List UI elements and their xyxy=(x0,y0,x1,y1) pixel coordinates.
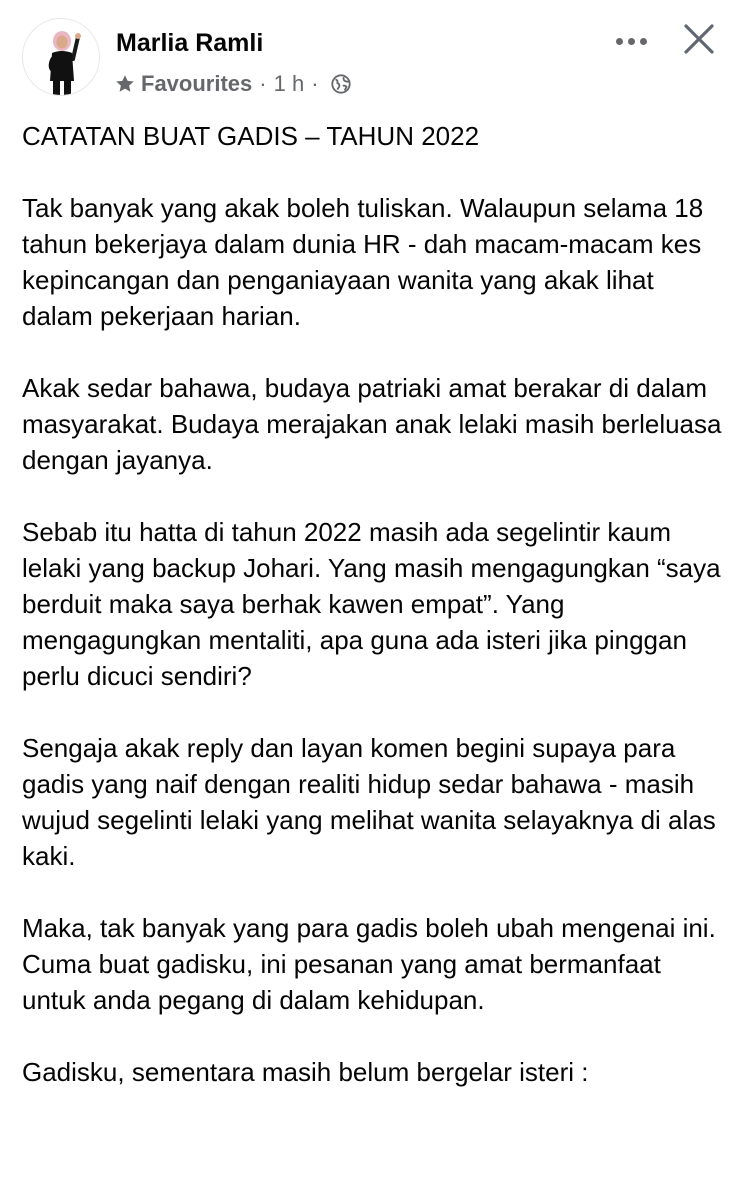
post-paragraph: Akak sedar bahawa, budaya patriaki amat berakar di dalam masyarakat. Budaya merajakan anak lelaki masih berleluasa dengan jayanya. xyxy=(22,373,722,475)
post-time[interactable]: 1 h xyxy=(273,71,305,96)
close-icon xyxy=(676,20,720,60)
profile-photo xyxy=(23,19,100,96)
avatar[interactable] xyxy=(22,18,100,96)
post-meta xyxy=(114,69,352,99)
meta-separator: · xyxy=(311,71,319,96)
post-header xyxy=(0,0,737,118)
post-paragraph: Sebab itu hatta di tahun 2022 masih ada segelintir kaum lelaki yang backup Johari. Yang masih mengagungkan “saya berduit maka saya berhak kawen empat”. Yang mengagungkan mentaliti, apa guna ada isteri jika pinggan perlu dicuci sendiri? xyxy=(22,517,721,691)
post-text xyxy=(22,118,722,1126)
meta-separator: · xyxy=(259,71,267,96)
post-paragraph: Sengaja akak reply dan layan komen begini supaya para gadis yang naif dengan realiti hidup sedar bahawa - masih wujud segelinti lelaki yang melihat wanita selayaknya di alas kaki. xyxy=(22,733,716,871)
more-dot xyxy=(640,38,647,45)
globe-icon[interactable] xyxy=(330,73,352,95)
post-paragraph: Maka, tak banyak yang para gadis boleh ubah mengenai ini. Cuma buat gadisku, ini pesanan yang amat bermanfaat untuk anda pegang di dalam kehidupan. xyxy=(22,913,716,1015)
post-paragraph: Tak banyak yang akak boleh tuliskan. Walaupun selama 18 tahun bekerjaya dalam dunia HR - dah macam-macam kes kepincangan dan penganiayaan wanita yang akak lihat dalam pekerjaan harian. xyxy=(22,193,704,331)
star-icon xyxy=(114,73,136,95)
more-horizontal-icon xyxy=(616,38,623,45)
author-name[interactable]: Marlia Ramli xyxy=(116,29,264,57)
close-button[interactable] xyxy=(676,20,720,60)
more-options-button[interactable] xyxy=(608,26,654,56)
audience-label[interactable]: Favourites xyxy=(141,71,253,96)
post-title: CATATAN BUAT GADIS – TAHUN 2022 xyxy=(22,121,480,151)
post-paragraph: Gadisku, sementara masih belum bergelar isteri : xyxy=(22,1057,589,1087)
more-dot xyxy=(628,38,635,45)
